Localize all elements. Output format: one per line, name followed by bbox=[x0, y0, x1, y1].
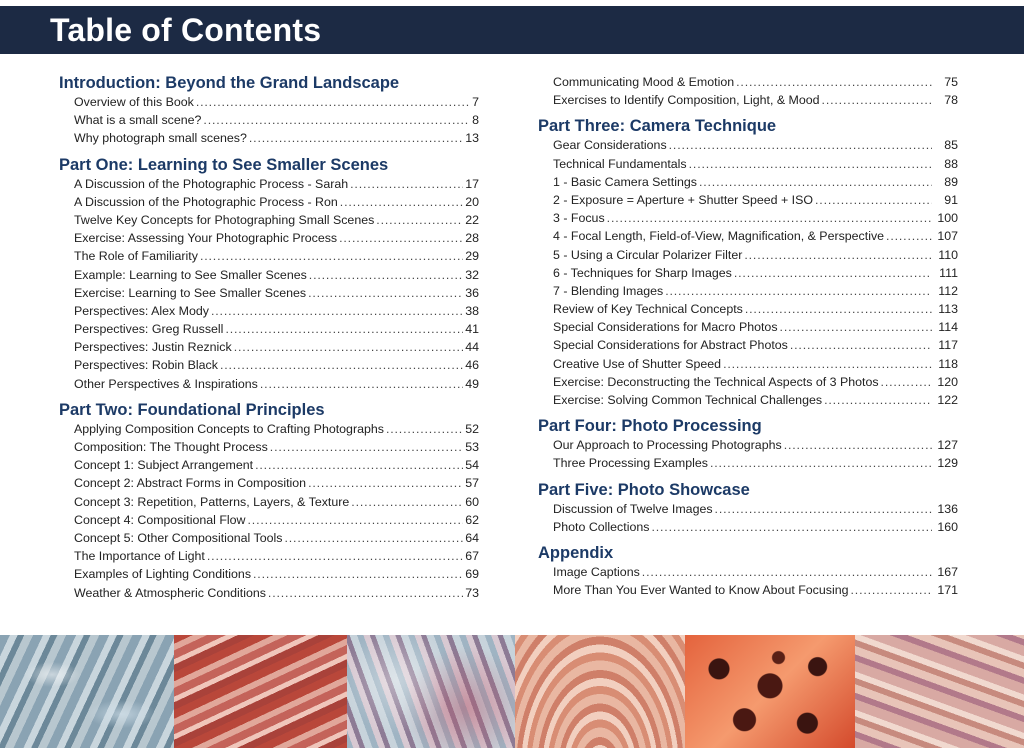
toc-entry-title: Three Processing Examples bbox=[553, 456, 708, 471]
toc-entry-title: 1 - Basic Camera Settings bbox=[553, 174, 697, 189]
toc-page-number: 36 bbox=[465, 285, 479, 300]
toc-left-column bbox=[59, 73, 479, 609]
dot-leader bbox=[723, 355, 932, 373]
toc-entry bbox=[74, 547, 479, 565]
toc-page-number: 28 bbox=[465, 231, 479, 246]
toc-page-number: 69 bbox=[465, 567, 479, 582]
toc-page-number: 118 bbox=[938, 356, 958, 371]
toc-section bbox=[59, 73, 479, 148]
toc-entry-title: Our Approach to Processing Photographs bbox=[553, 438, 782, 453]
dot-leader bbox=[255, 456, 463, 474]
toc-entry bbox=[553, 300, 958, 318]
toc-section bbox=[59, 400, 479, 602]
toc-entry bbox=[553, 155, 958, 173]
dot-leader bbox=[689, 155, 932, 173]
toc-entry-title: A Discussion of the Photographic Process - Ron bbox=[74, 194, 338, 209]
dot-leader bbox=[211, 302, 463, 320]
dot-leader bbox=[234, 338, 464, 356]
dot-leader bbox=[710, 454, 932, 472]
dot-leader bbox=[376, 211, 463, 229]
toc-page-number: 38 bbox=[465, 303, 479, 318]
toc-page-number: 75 bbox=[944, 75, 958, 89]
dot-leader bbox=[881, 373, 932, 391]
toc-entry-title: Special Considerations for Abstract Photos bbox=[553, 338, 788, 353]
toc-entry bbox=[553, 318, 958, 336]
dot-leader bbox=[308, 474, 463, 492]
toc-entry-title: Perspectives: Robin Black bbox=[74, 358, 218, 373]
dot-leader bbox=[736, 73, 932, 91]
toc-page-number: 64 bbox=[465, 530, 479, 545]
dot-leader bbox=[270, 438, 463, 456]
toc-page-number: 54 bbox=[465, 458, 479, 473]
toc-entry-title: 3 - Focus bbox=[553, 211, 605, 226]
toc-entry-title: Example: Learning to See Smaller Scenes bbox=[74, 267, 307, 282]
dot-leader bbox=[207, 547, 463, 565]
toc-entry-title: Exercise: Deconstructing the Technical Aspects of 3 Photos bbox=[553, 374, 879, 389]
toc-entry bbox=[553, 436, 958, 454]
toc-page-number: 29 bbox=[465, 249, 479, 264]
toc-page-number: 41 bbox=[465, 322, 479, 337]
toc-entry-title: Concept 1: Subject Arrangement bbox=[74, 458, 254, 473]
toc-entry-title: Exercise: Learning to See Smaller Scenes bbox=[74, 285, 307, 300]
toc-entry bbox=[74, 529, 479, 547]
toc-entry bbox=[74, 247, 479, 265]
toc-entry bbox=[74, 302, 479, 320]
dot-leader bbox=[642, 563, 932, 581]
toc-page-number: 78 bbox=[944, 93, 958, 108]
dot-leader bbox=[260, 375, 463, 393]
toc-page-number: 73 bbox=[465, 585, 479, 600]
photo-pink-wave-rock bbox=[855, 635, 1024, 748]
dot-leader bbox=[744, 246, 932, 264]
photo-strip bbox=[0, 635, 1024, 748]
toc-entry-title: Perspectives: Alex Mody bbox=[74, 303, 209, 318]
toc-page-number: 7 bbox=[472, 95, 479, 109]
photo-pink-swirl-rock bbox=[515, 635, 685, 748]
toc-section bbox=[538, 480, 958, 536]
dot-leader bbox=[651, 518, 932, 536]
toc-entry-title: Composition: The Thought Process bbox=[74, 440, 268, 454]
toc-entry-title: What is a small scene? bbox=[74, 113, 202, 128]
toc-entry-title: 4 - Focal Length, Field-of-View, Magnification, & Perspective bbox=[553, 229, 885, 244]
toc-page-number: 127 bbox=[937, 438, 958, 453]
toc-entry bbox=[74, 493, 479, 511]
toc-entry-title: 6 - Techniques for Sharp Images bbox=[553, 265, 732, 280]
toc-entry bbox=[553, 454, 958, 472]
toc-entry bbox=[74, 338, 479, 356]
toc-entry bbox=[74, 511, 479, 529]
toc-right-column bbox=[538, 73, 958, 606]
dot-leader bbox=[220, 356, 463, 374]
toc-page-number: 13 bbox=[465, 131, 479, 146]
toc-entry-title: Gear Considerations bbox=[553, 138, 667, 153]
toc-page-number: 32 bbox=[465, 267, 479, 282]
dot-leader bbox=[815, 191, 932, 209]
toc-page-number: 117 bbox=[938, 338, 958, 353]
toc-entry bbox=[553, 500, 958, 518]
toc-page-number: 136 bbox=[937, 501, 958, 516]
dot-leader bbox=[309, 266, 463, 284]
toc-entry bbox=[74, 93, 479, 111]
dot-leader bbox=[699, 173, 932, 191]
toc-page-number: 122 bbox=[937, 393, 958, 407]
dot-leader bbox=[308, 284, 463, 302]
toc-page-number: 129 bbox=[937, 456, 958, 471]
toc-entry bbox=[74, 584, 479, 602]
toc-page-number: 167 bbox=[937, 564, 958, 579]
dot-leader bbox=[745, 300, 932, 318]
toc-entry-title: Concept 5: Other Compositional Tools bbox=[74, 530, 283, 545]
toc-entry-title: The Role of Familiarity bbox=[74, 249, 198, 264]
toc-page-number: 85 bbox=[944, 138, 958, 153]
section-heading: Part Five: Photo Showcase bbox=[538, 480, 750, 499]
toc-entry-title: More Than You Ever Wanted to Know About Focusing bbox=[553, 583, 849, 598]
toc-page-number: 113 bbox=[938, 302, 958, 317]
dot-leader bbox=[784, 436, 932, 454]
toc-entry bbox=[553, 518, 958, 536]
toc-page-number: 88 bbox=[944, 156, 958, 171]
toc-section-continued bbox=[538, 73, 958, 109]
toc-entry-title: Overview of this Book bbox=[74, 95, 194, 109]
photo-pastel-texture bbox=[347, 635, 515, 748]
dot-leader bbox=[203, 111, 470, 129]
toc-entry bbox=[553, 191, 958, 209]
page-title: Table of Contents bbox=[50, 12, 322, 48]
toc-entry bbox=[74, 129, 479, 147]
toc-entry bbox=[74, 456, 479, 474]
toc-page-number: 44 bbox=[465, 340, 479, 355]
photo-blue-sandstone bbox=[0, 635, 174, 748]
toc-page-number: 57 bbox=[465, 476, 479, 491]
toc-entry bbox=[553, 391, 958, 409]
toc-entry-title: Twelve Key Concepts for Photographing Small Scenes bbox=[74, 212, 375, 227]
toc-page-number: 53 bbox=[465, 440, 479, 454]
section-heading: Appendix bbox=[538, 543, 614, 562]
toc-entry-title: Why photograph small scenes? bbox=[74, 131, 247, 146]
toc-entry-title: Discussion of Twelve Images bbox=[553, 501, 713, 516]
dot-leader bbox=[350, 175, 463, 193]
toc-entry-title: Exercise: Assessing Your Photographic Process bbox=[74, 231, 338, 246]
toc-page-number: 46 bbox=[465, 358, 479, 373]
toc-page-number: 171 bbox=[937, 583, 958, 598]
toc-page-number: 62 bbox=[465, 512, 479, 527]
toc-page-number: 110 bbox=[938, 247, 958, 262]
dot-leader bbox=[268, 584, 463, 602]
toc-entry-title: 5 - Using a Circular Polarizer Filter bbox=[553, 247, 743, 262]
photo-orange-pitted-rock bbox=[685, 635, 855, 748]
toc-entry bbox=[74, 420, 479, 438]
toc-entry bbox=[74, 266, 479, 284]
toc-entry-title: A Discussion of the Photographic Process - Sarah bbox=[74, 176, 349, 191]
toc-entry bbox=[74, 320, 479, 338]
toc-section bbox=[538, 543, 958, 599]
toc-entry-title: Photo Collections bbox=[553, 519, 650, 534]
toc-page-number: 114 bbox=[938, 320, 958, 335]
toc-section bbox=[59, 155, 479, 393]
toc-entry bbox=[553, 209, 958, 227]
toc-entry-title: Examples of Lighting Conditions bbox=[74, 567, 252, 582]
toc-page-number: 107 bbox=[937, 229, 958, 244]
dot-leader bbox=[339, 229, 463, 247]
dot-leader bbox=[196, 93, 470, 111]
toc-entry bbox=[74, 211, 479, 229]
dot-leader bbox=[669, 136, 932, 154]
dot-leader bbox=[715, 500, 932, 518]
dot-leader bbox=[340, 193, 463, 211]
toc-entry bbox=[74, 193, 479, 211]
toc-entry-title: Exercises to Identify Composition, Light, & Mood bbox=[553, 93, 820, 108]
dot-leader bbox=[734, 264, 932, 282]
dot-leader bbox=[249, 129, 463, 147]
toc-entry-title: Exercise: Solving Common Technical Challenges bbox=[553, 393, 823, 407]
toc-page-number: 91 bbox=[944, 192, 958, 207]
toc-entry bbox=[553, 581, 958, 599]
toc-entry bbox=[553, 227, 958, 245]
toc-page-number: 112 bbox=[938, 283, 958, 298]
toc-entry bbox=[74, 474, 479, 492]
toc-page-number: 100 bbox=[937, 211, 958, 226]
dot-leader bbox=[225, 320, 463, 338]
toc-entry-title: Perspectives: Greg Russell bbox=[74, 322, 224, 337]
title-banner bbox=[0, 6, 1024, 54]
toc-entry bbox=[74, 229, 479, 247]
toc-section bbox=[538, 116, 958, 409]
dot-leader bbox=[386, 420, 463, 438]
toc-entry bbox=[553, 336, 958, 354]
toc-entry-title: Other Perspectives & Inspirations bbox=[74, 376, 258, 391]
section-heading: Part Three: Camera Technique bbox=[538, 117, 777, 136]
dot-leader bbox=[665, 282, 932, 300]
toc-entry-title: 7 - Blending Images bbox=[553, 283, 664, 298]
toc-entry bbox=[553, 73, 958, 91]
toc-entry-title: Concept 3: Repetition, Patterns, Layers, & Texture bbox=[74, 494, 350, 509]
dot-leader bbox=[780, 318, 932, 336]
toc-entry bbox=[74, 284, 479, 302]
toc-entry-title: Perspectives: Justin Reznick bbox=[74, 340, 232, 355]
toc-page-number: 111 bbox=[939, 265, 958, 280]
toc-entry bbox=[74, 375, 479, 393]
dot-leader bbox=[824, 391, 932, 409]
toc-page-number: 120 bbox=[937, 374, 958, 389]
dot-leader bbox=[822, 91, 932, 109]
toc-page-number: 49 bbox=[465, 376, 479, 391]
toc-entry bbox=[553, 246, 958, 264]
dot-leader bbox=[200, 247, 463, 265]
dot-leader bbox=[248, 511, 464, 529]
toc-entry-title: The Importance of Light bbox=[74, 549, 205, 564]
dot-leader bbox=[851, 581, 933, 599]
toc-entry bbox=[553, 136, 958, 154]
toc-entry bbox=[553, 563, 958, 581]
toc-entry-title: Concept 2: Abstract Forms in Composition bbox=[74, 476, 307, 491]
toc-page-number: 89 bbox=[944, 174, 958, 189]
section-heading: Part Four: Photo Processing bbox=[538, 417, 762, 436]
toc-page-number: 52 bbox=[465, 421, 479, 436]
dot-leader bbox=[284, 529, 463, 547]
toc-entry-title: 2 - Exposure = Aperture + Shutter Speed + ISO bbox=[553, 192, 814, 207]
toc-page-number: 67 bbox=[465, 549, 479, 564]
toc-entry-title: Communicating Mood & Emotion bbox=[553, 75, 735, 89]
toc-entry-title: Weather & Atmospheric Conditions bbox=[74, 585, 266, 600]
toc-entry-title: Concept 4: Compositional Flow bbox=[74, 512, 246, 527]
dot-leader bbox=[351, 493, 463, 511]
toc-entry bbox=[553, 355, 958, 373]
toc-entry-title: Review of Key Technical Concepts bbox=[553, 302, 743, 317]
toc-entry-title: Image Captions bbox=[553, 564, 640, 579]
toc-entry bbox=[74, 111, 479, 129]
toc-page-number: 22 bbox=[465, 212, 479, 227]
section-heading: Part One: Learning to See Smaller Scenes bbox=[59, 155, 389, 174]
toc-entry bbox=[74, 356, 479, 374]
toc-section bbox=[538, 416, 958, 472]
toc-entry-title: Creative Use of Shutter Speed bbox=[553, 356, 722, 371]
toc-entry bbox=[553, 282, 958, 300]
toc-entry bbox=[74, 565, 479, 583]
toc-page-number: 20 bbox=[465, 194, 479, 209]
toc-entry bbox=[74, 175, 479, 193]
toc-entry bbox=[553, 173, 958, 191]
toc-page-number: 17 bbox=[465, 176, 479, 191]
dot-leader bbox=[253, 565, 463, 583]
dot-leader bbox=[886, 227, 932, 245]
photo-red-striped-rock bbox=[174, 635, 347, 748]
toc-entry bbox=[74, 438, 479, 456]
toc-entry-title: Technical Fundamentals bbox=[553, 156, 687, 171]
toc-entry-title: Special Considerations for Macro Photos bbox=[553, 320, 778, 335]
toc-entry-title: Applying Composition Concepts to Crafting Photographs bbox=[74, 421, 384, 436]
toc-page-number: 60 bbox=[465, 494, 479, 509]
toc-entry bbox=[553, 264, 958, 282]
dot-leader bbox=[607, 209, 932, 227]
toc-page-number: 160 bbox=[937, 519, 958, 534]
toc-page-number: 8 bbox=[472, 113, 479, 128]
section-heading: Part Two: Foundational Principles bbox=[59, 400, 325, 419]
section-heading: Introduction: Beyond the Grand Landscape bbox=[59, 74, 400, 92]
toc-entry bbox=[553, 91, 958, 109]
dot-leader bbox=[790, 336, 932, 354]
toc-entry bbox=[553, 373, 958, 391]
